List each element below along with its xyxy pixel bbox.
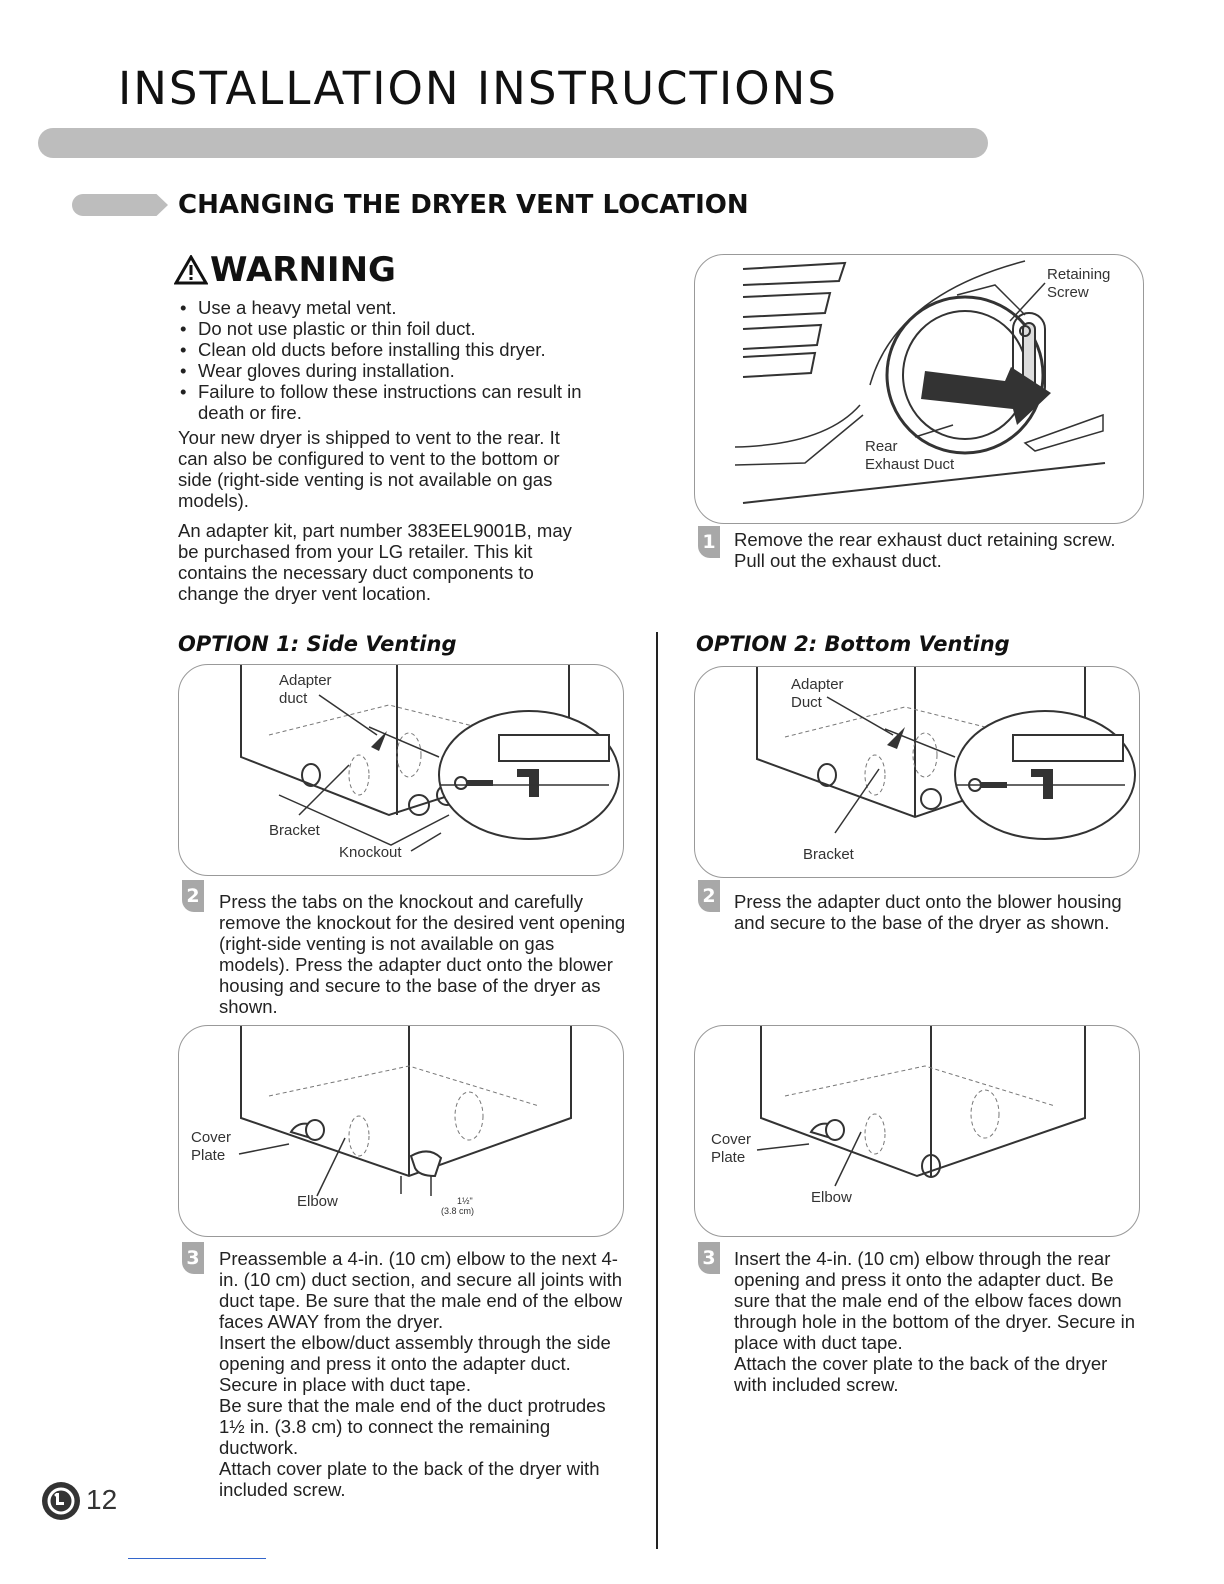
step-badge: 3 — [698, 1242, 720, 1274]
label-cover: Cover — [191, 1129, 232, 1146]
intro-paragraph: Your new dryer is shipped to vent to the rear. It can also be configured to vent to the bottom or side (right-side venting is not available on gas models). — [178, 427, 560, 511]
warning-bullet: • Use a heavy metal vent. — [178, 297, 628, 318]
option1-title: OPTION 1: Side Venting — [178, 632, 457, 656]
column-divider — [656, 632, 658, 1549]
side-vent-diagram-2 — [179, 1026, 623, 1236]
option1-step3-p2: Insert the elbow/duct assembly through the side opening and press it onto the adapter duct. Secure in place with duct tape. — [219, 1332, 611, 1395]
warning-heading — [174, 250, 396, 290]
warning-bullets — [178, 297, 628, 423]
label-screw: Screw — [1047, 284, 1089, 301]
option2-title: OPTION 2: Bottom Venting — [696, 632, 1010, 656]
label-plate: Plate — [711, 1149, 746, 1166]
option1-step3-p3: Be sure that the male end of the duct protrudes 1½ in. (3.8 cm) to connect the remaining ductwork. — [219, 1395, 606, 1458]
page-number: 12 — [86, 1484, 118, 1515]
label-exhaust-duct: Exhaust Duct — [865, 456, 955, 473]
warning-bullet: • Do not use plastic or thin foil duct. — [178, 318, 628, 339]
label-elbow: Elbow — [811, 1189, 852, 1206]
step-badge: 2 — [698, 880, 720, 912]
option2-step3-text — [734, 1248, 1144, 1395]
rear-exhaust-diagram — [695, 255, 1143, 523]
bottom-vent-figure-2 — [694, 1025, 1140, 1237]
step-badge: 2 — [182, 880, 204, 912]
section-marker — [72, 194, 168, 216]
footer-link-line — [128, 1558, 266, 1559]
label-adapter: Adapter — [791, 676, 844, 693]
label-rear: Rear — [865, 438, 898, 455]
step-badge: 1 — [698, 526, 720, 558]
warning-heading-text: WARNING — [210, 250, 396, 290]
label-retaining: Retaining — [1047, 266, 1111, 283]
option1-step2-text: Press the tabs on the knockout and carefully remove the knockout for the desired vent opening (right-side venting is not available on gas models). Press the adapter duct onto the blower housing and secure to the base of the dryer as shown. — [219, 891, 626, 1017]
option2-step2-text: Press the adapter duct onto the blower housing and secure to the base of the dryer as shown. — [734, 891, 1122, 933]
warning-icon — [174, 255, 208, 285]
option1-step3-p4: Attach cover plate to the back of the dryer with included screw. — [219, 1458, 600, 1500]
label-adapter: Adapter — [279, 672, 332, 689]
side-vent-figure-2 — [178, 1025, 624, 1237]
option2-step3-p1: Insert the 4-in. (10 cm) elbow through the rear opening and press it onto the adapter duct. Be sure that the male end of the elbow faces down through hole in the bottom of the dryer. Secure in place with duct tape. — [734, 1248, 1136, 1353]
side-vent-figure-1 — [178, 664, 624, 876]
label-duct: duct — [279, 690, 308, 707]
option1-step3-p1: Preassemble a 4-in. (10 cm) elbow to the next 4-in. (10 cm) duct section, and secure all joints with duct tape. Be sure that the male end of the elbow faces AWAY from the dryer. — [219, 1248, 623, 1332]
step1-text: Remove the rear exhaust duct retaining screw. Pull out the exhaust duct. — [734, 529, 1116, 571]
label-dimension-in: 1½" — [457, 1196, 473, 1206]
label-cover: Cover — [711, 1131, 752, 1148]
warning-bullet: • Clean old ducts before installing this dryer. — [178, 339, 628, 360]
step-badge: 3 — [182, 1242, 204, 1274]
label-dimension-cm: (3.8 cm) — [441, 1206, 475, 1216]
lg-logo-icon — [42, 1482, 80, 1520]
warning-bullet: • Wear gloves during installation. — [178, 360, 628, 381]
adapter-kit-paragraph: An adapter kit, part number 383EEL9001B, may be purchased from your LG retailer. This kit contains the necessary duct components to change the dryer vent location. — [178, 520, 572, 604]
label-elbow: Elbow — [297, 1193, 338, 1210]
bottom-vent-figure-1 — [694, 666, 1140, 878]
label-bracket: Bracket — [269, 822, 320, 839]
option2-step3-p2: Attach the cover plate to the back of the dryer with included screw. — [734, 1353, 1108, 1395]
label-duct: Duct — [791, 694, 822, 711]
bottom-vent-diagram-1 — [695, 667, 1139, 877]
label-knockout: Knockout — [339, 844, 402, 861]
bottom-vent-diagram-2 — [695, 1026, 1139, 1236]
section-title: CHANGING THE DRYER VENT LOCATION — [178, 190, 749, 220]
page-title: INSTALLATION INSTRUCTIONS — [118, 62, 838, 115]
rear-exhaust-figure — [694, 254, 1144, 524]
label-plate: Plate — [191, 1147, 226, 1164]
option1-step3-text — [219, 1248, 629, 1500]
side-vent-diagram-1 — [179, 665, 623, 875]
header-bar — [38, 128, 988, 158]
warning-bullet: • Failure to follow these instructions can result in death or fire. — [178, 381, 628, 423]
label-bracket: Bracket — [803, 846, 854, 863]
warning-text — [178, 297, 628, 604]
